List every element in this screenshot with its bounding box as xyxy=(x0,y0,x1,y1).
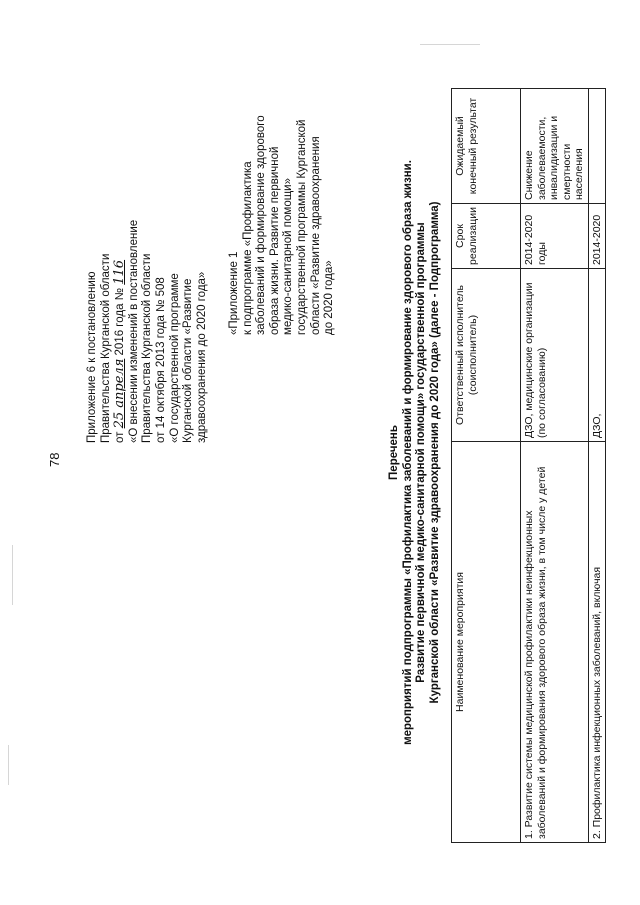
header-term: Срок реализации xyxy=(452,204,521,269)
title-line: мероприятий подпрограммы «Профилактика заболеваний и формирование здорового образа жизни. xyxy=(401,160,414,745)
appendix-6-line: Правительства Курганской области xyxy=(99,253,112,443)
handwritten-date: 25 апреля xyxy=(112,358,128,429)
row-result: Снижение заболеваемости, инвалидизации и смертности населения xyxy=(521,89,589,204)
appendix-6-line: «О внесении изменений в постановление xyxy=(127,219,140,443)
header-name: Наименование мероприятия xyxy=(452,442,521,843)
title-line: Курганской области «Развитие здравоохранения до 2020 года» (далее - Подпрограмма) xyxy=(428,201,441,704)
appendix-6-block xyxy=(86,63,209,443)
appendix-1-line: до 2020 года» xyxy=(323,260,336,335)
handwritten-number: 116 xyxy=(112,259,128,285)
date-mid: 2016 года № xyxy=(114,287,127,356)
table-row xyxy=(588,89,606,843)
document-title xyxy=(388,0,442,905)
title-line: Развитие первичной медико-санитарной помощи» государственной программы xyxy=(415,222,428,683)
appendix-1-line: государственной программы Курганской xyxy=(295,119,308,335)
scan-artifact xyxy=(420,44,480,45)
appendix-6-line: Курганской области «Развитие xyxy=(182,278,195,443)
row-name: 1. Развитие системы медицинской профилактики неинфекционных заболеваний и формирования здорового образа жизни, в том числе у детей xyxy=(521,442,589,843)
title-line: Перечень xyxy=(388,425,400,480)
scan-artifact xyxy=(12,545,13,605)
appendix-6-line: здравоохранения до 2020 года» xyxy=(195,271,208,443)
scan-artifact xyxy=(8,745,9,785)
page-number: 78 xyxy=(47,452,62,467)
measures-table xyxy=(451,88,606,843)
appendix-6-line: «О государственной программе xyxy=(168,273,181,443)
appendix-1-line: к подпрограмме «Профилактика xyxy=(241,161,254,335)
row-name: 2. Профилактика инфекционных заболеваний, включая xyxy=(588,442,606,843)
table-header-row xyxy=(452,89,521,843)
appendix-6-date-line xyxy=(113,63,128,443)
row-term: 2014-2020 xyxy=(588,204,606,269)
row-term: 2014-2020 годы xyxy=(521,204,589,269)
date-prefix: от xyxy=(114,431,127,443)
table-row xyxy=(521,89,589,843)
appendix-1-line: медико-санитарной помощи» xyxy=(282,178,295,335)
header-result: Ожидаемый конечный результат xyxy=(452,89,521,204)
appendix-6-line: от 14 октября 2013 года № 508 xyxy=(154,277,167,443)
appendix-1-line: образа жизни. Развитие первичной xyxy=(268,146,281,335)
appendix-1-line: заболеваний и формирование здорового xyxy=(255,115,268,335)
appendix-1-line: области «Развитие здравоохранения xyxy=(309,136,322,335)
row-executor: ДЗО, медицинские организации (по согласованию) xyxy=(521,269,589,442)
appendix-6-line: Приложение 6 к постановлению xyxy=(86,271,98,443)
appendix-1-block xyxy=(228,35,337,335)
row-executor: ДЗО, xyxy=(588,269,606,442)
row-result xyxy=(588,89,606,204)
appendix-6-line: Правительства Курганской области xyxy=(141,253,154,443)
appendix-1-line: «Приложение 1 xyxy=(228,251,240,335)
header-executor: Ответственный исполнитель (соисполнитель) xyxy=(452,269,521,442)
